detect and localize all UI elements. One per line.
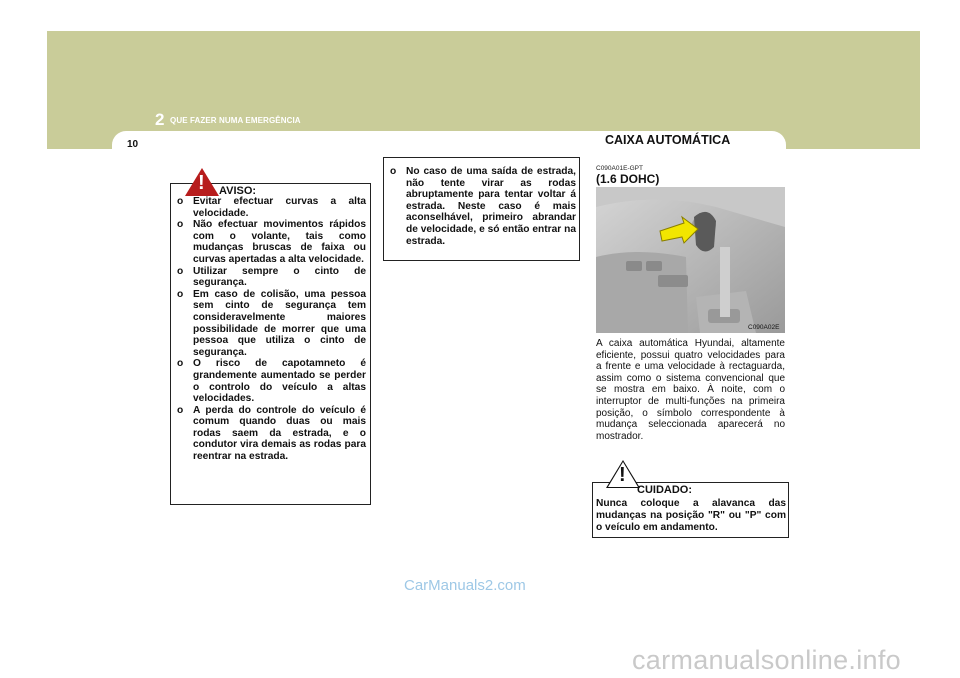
list-item	[385, 166, 576, 247]
bullet: o	[177, 358, 184, 370]
bullet: o	[177, 404, 184, 416]
bullet: o	[177, 288, 184, 300]
warning-item-text: Em caso de colisão, uma pessoa sem cinto de segurança tem consideravelmente maiores possibilidade de morrer que uma pessoa que utiliza o cinto de segurança.	[193, 288, 366, 358]
warning-title: AVISO:	[219, 185, 257, 197]
reference-code: C090A01E-GPT	[596, 165, 643, 172]
warning-item-text: A perda do controle do veículo é comum quando duas ou mais rodas saem da estrada, e o condutor vira demais as rodas para reentrar na estrada.	[193, 404, 366, 463]
bullet: o	[177, 196, 184, 207]
section-title: CAIXA AUTOMÁTICA	[605, 133, 731, 147]
warning-list	[172, 196, 366, 463]
watermark-top: CarManuals2.com	[404, 577, 526, 594]
list-item	[172, 358, 366, 404]
warning-item-text: O risco de capotamneto é grandemente aumentado se perder o controlo do veículo a altas velocidades.	[193, 358, 366, 405]
caution-item-text: No caso de uma saída de estrada, não tente virar as rodas abruptamente para tentar voltar á estrada. Neste caso é mais aconselhável, primeiro abrandar de velocidade, e só então entrar na estrada.	[406, 166, 576, 247]
warning-item-text: Não efectuar movimentos rápidos com o volante, tais como mudanças bruscas de faixa ou curvas apertadas a alta velocidade.	[193, 219, 366, 265]
watermark-bottom: carmanualsonline.info	[632, 645, 901, 675]
list-item	[172, 219, 366, 265]
list-item	[172, 196, 366, 219]
list-item	[172, 405, 366, 463]
bullet: o	[390, 166, 397, 177]
warning-item-text: Evitar efectuar curvas a alta velocidade.	[193, 196, 366, 219]
photo-code: C090A02E	[748, 324, 780, 331]
caution-list	[385, 166, 576, 247]
warning-triangle-icon: !	[608, 462, 638, 487]
gear-shift-photo	[596, 187, 785, 333]
bullet: o	[177, 219, 184, 231]
bullet: o	[177, 265, 184, 277]
cuidado-title: CUIDADO:	[637, 484, 692, 496]
engine-subheading: (1.6 DOHC)	[596, 172, 660, 186]
page-number: 10	[127, 139, 139, 150]
list-item	[172, 289, 366, 359]
gear-shift-illustration	[596, 187, 785, 333]
warning-triangle-icon: !	[185, 168, 219, 196]
chapter-number: 2	[155, 110, 165, 129]
chapter-title: QUE FAZER NUMA EMERGÊNCIA	[170, 116, 301, 125]
warning-item-text: Utilizar sempre o cinto de segurança.	[193, 265, 366, 289]
cuidado-text: Nunca coloque a alavanca das mudanças na posição "R" ou "P" com o veículo em andamento.	[596, 498, 786, 533]
list-item	[172, 266, 366, 289]
body-paragraph: A caixa automática Hyundai, altamente eficiente, possui quatro velocidades para a frente e uma velocidade à rectaguarda, assim como o sistema convencional que se mostra em baixo. À noite, com o interruptor de multi-funções na primeira posição, o símbolo correspondente à mudança seleccionada aparecerá no mostrador.	[596, 338, 785, 442]
